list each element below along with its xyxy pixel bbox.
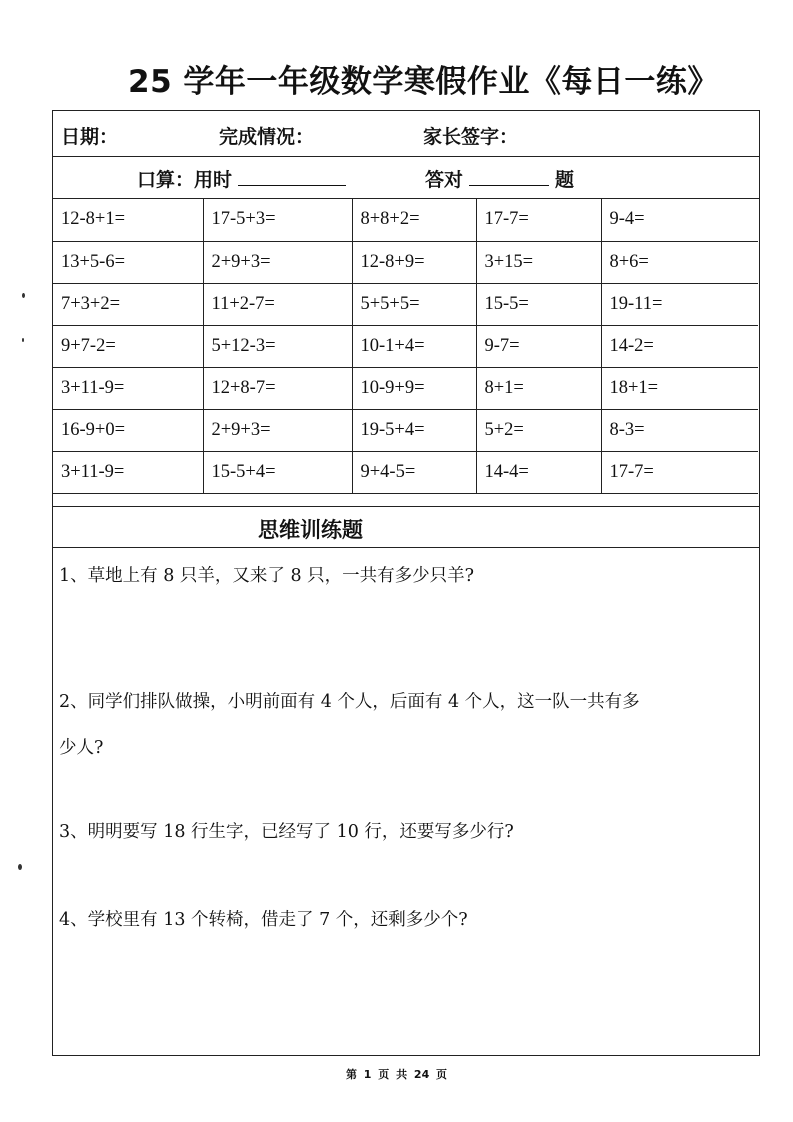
calc-problem-cell: 16-9+0=: [53, 409, 203, 451]
correct-count-blank[interactable]: [469, 167, 549, 186]
calc-problem-cell: 12-8+9=: [352, 241, 476, 283]
thinking-section-title: 思维训练题: [258, 518, 363, 542]
calc-problem-cell: 18+1=: [601, 367, 758, 409]
calc-row: [53, 409, 758, 451]
calc-problem-cell: 9+4-5=: [352, 451, 476, 493]
calc-problem-cell: 9-4=: [601, 199, 758, 241]
calc-row: [53, 367, 758, 409]
calc-problem-cell: 3+15=: [476, 241, 601, 283]
calc-problem-cell: 5+5+5=: [352, 283, 476, 325]
thinking-section-header: [53, 506, 759, 548]
problem-4: [59, 897, 749, 943]
correct-label: 答对: [425, 169, 464, 191]
calc-problem-cell: 7+3+2=: [53, 283, 203, 325]
calc-row: [53, 241, 758, 283]
calc-problem-cell: 19-5+4=: [352, 409, 476, 451]
scan-speck: [18, 864, 22, 870]
calc-problem-cell: 8+8+2=: [352, 199, 476, 241]
calc-problem-cell: 11+2-7=: [203, 283, 352, 325]
calc-row: [53, 451, 758, 493]
oral-calc-score: [425, 165, 574, 192]
date-label: 日期：: [61, 126, 119, 148]
calc-row: [53, 325, 758, 367]
problem-1-text: 1、草地上有 8 只羊，又来了 8 只，一共有多少只羊?: [59, 566, 475, 586]
calc-problem-cell: 12-8+1=: [53, 199, 203, 241]
calc-problem-cell: 8-3=: [601, 409, 758, 451]
calc-problem-cell: 17-5+3=: [203, 199, 352, 241]
calc-problem-cell: 10-1+4=: [352, 325, 476, 367]
calc-problem-cell: 14-4=: [476, 451, 601, 493]
calc-problem-cell: 10-9+9=: [352, 367, 476, 409]
problem-4-text: 4、学校里有 13 个转椅，借走了 7 个，还剩多少个?: [59, 910, 468, 930]
calc-problem-cell: 8+1=: [476, 367, 601, 409]
calc-problem-cell: 9+7-2=: [53, 325, 203, 367]
scan-speck: [22, 338, 24, 342]
calc-problem-cell: 5+2=: [476, 409, 601, 451]
calc-problem-cell: 3+11-9=: [53, 451, 203, 493]
calc-problem-cell: 14-2=: [601, 325, 758, 367]
worksheet-frame: [52, 110, 760, 1056]
calc-problem-cell: 5+12-3=: [203, 325, 352, 367]
calc-problem-cell: 17-7=: [601, 451, 758, 493]
problem-1: [59, 553, 749, 599]
calc-problem-cell: 2+9+3=: [203, 409, 352, 451]
calc-problem-cell: 3+11-9=: [53, 367, 203, 409]
problem-3-text: 3、明明要写 18 行生字，已经写了 10 行，还要写多少行?: [59, 822, 514, 842]
calc-problem-cell: 17-7=: [476, 199, 601, 241]
calc-problem-cell: 9-7=: [476, 325, 601, 367]
calc-problem-cell: 2+9+3=: [203, 241, 352, 283]
page-number: 第 1 页 共 24 页: [345, 1068, 448, 1081]
time-blank[interactable]: [238, 167, 346, 186]
calc-problem-cell: 15-5+4=: [203, 451, 352, 493]
problem-3: [59, 809, 749, 855]
calc-problem-cell: 13+5-6=: [53, 241, 203, 283]
calc-problem-cell: 8+6=: [601, 241, 758, 283]
questions-suffix: 题: [555, 169, 575, 191]
problem-2: [59, 679, 749, 771]
calc-problem-cell: 15-5=: [476, 283, 601, 325]
oral-calc-time: [137, 165, 352, 192]
calc-row: [53, 283, 758, 325]
calc-problem-cell: 19-11=: [601, 283, 758, 325]
parent-signature-label: 家长签字：: [423, 126, 519, 148]
oral-calc-time-label: 口算：用时: [137, 169, 233, 191]
calc-row: [53, 199, 758, 241]
problem-2-text-line2: 少人?: [59, 738, 104, 758]
worksheet-title: 25 学年一年级数学寒假作业《每日一练》: [128, 64, 719, 100]
scan-speck: [22, 293, 25, 298]
problem-2-text-line1: 2、同学们排队做操，小明前面有 4 个人，后面有 4 个人，这一队一共有多: [59, 692, 640, 712]
calc-problem-cell: 12+8-7=: [203, 367, 352, 409]
oral-calc-row: [53, 157, 759, 199]
calc-table: [53, 199, 758, 494]
completion-label: 完成情况：: [219, 126, 315, 148]
info-row: [53, 111, 759, 157]
